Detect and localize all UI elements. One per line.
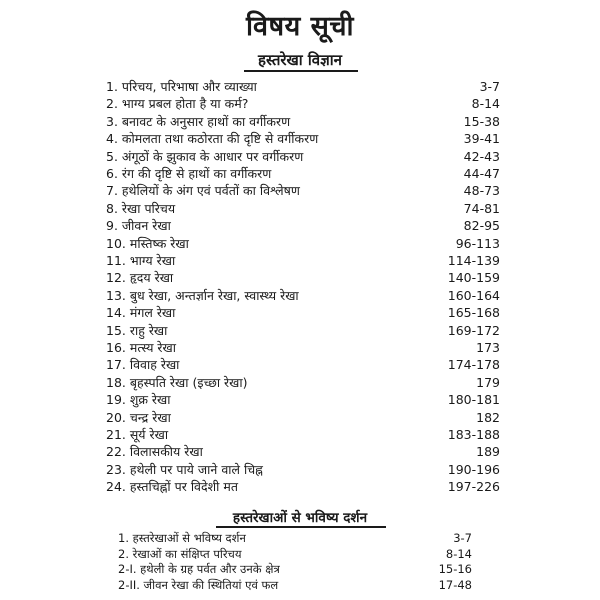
toc-entry — [0, 576, 600, 594]
toc-entry-title: 18. बृहस्पति रेखा (इच्छा रेखा) — [106, 374, 248, 390]
toc-entry-title: 17. विवाह रेखा — [106, 357, 180, 373]
toc-entry-title: 21. सूर्य रेखा — [106, 427, 169, 442]
toc-entry-pages: 173 — [476, 340, 500, 355]
toc-entry-title: 1. परिचय, परिभाषा और व्याख्या — [106, 79, 257, 94]
toc-entry-pages: 74-81 — [463, 200, 500, 216]
toc-entry — [0, 478, 600, 496]
toc-entry-title: 16. मत्स्य रेखा — [106, 340, 176, 355]
toc-entry — [0, 391, 600, 409]
toc-entry-title: 2-II. जीवन रेखा की स्थितियां एवं फल — [118, 577, 279, 592]
toc-entry-pages: 169-172 — [447, 322, 500, 338]
toc-entry-title: 9. जीवन रेखा — [106, 218, 171, 234]
toc-entry — [0, 95, 600, 113]
toc-entry-pages: 114-139 — [447, 253, 500, 268]
toc-entry-title: 8. रेखा परिचय — [106, 200, 176, 216]
toc-entry — [0, 356, 600, 374]
toc-entry — [0, 322, 600, 340]
toc-entry — [0, 339, 600, 357]
toc-entry-title: 11. भाग्य रेखा — [106, 253, 176, 268]
toc-entry — [0, 217, 600, 235]
toc-entry-pages: 189 — [476, 444, 500, 460]
toc-entry-title: 22. विलासकीय रेखा — [106, 444, 203, 460]
toc-entry-title: 23. हथेली पर पाये जाने वाले चिह्न — [106, 461, 263, 477]
section-heading-palmistry: हस्तरेखा विज्ञान — [258, 51, 342, 69]
toc-entry-pages: 17-48 — [438, 577, 472, 592]
toc-entry-pages: 39-41 — [463, 131, 500, 147]
toc-entry-title: 2. रेखाओं का संक्षिप्त परिचय — [118, 546, 242, 561]
toc-entry-title: 6. रंग की दृष्टि से हाथों का वर्गीकरण — [106, 166, 272, 181]
toc-entry-pages: 44-47 — [463, 166, 500, 181]
toc-entry — [0, 443, 600, 461]
toc-entry-title: 15. राहु रेखा — [106, 322, 168, 338]
toc-entry — [0, 426, 600, 444]
toc-entry-pages: 96-113 — [455, 235, 500, 251]
toc-entry-title: 5. अंगूठों के झुकाव के आधार पर वर्गीकरण — [106, 148, 304, 164]
toc-entry — [0, 269, 600, 287]
toc-entry-title: 1. हस्तरेखाओं से भविष्य दर्शन — [118, 531, 246, 545]
toc-entry — [0, 182, 600, 200]
toc-entry-title: 10. मस्तिष्क रेखा — [106, 235, 189, 251]
toc-entry — [0, 409, 600, 427]
toc-entry-pages: 48-73 — [463, 183, 500, 199]
toc-entry-title: 13. बुध रेखा, अन्तर्ज्ञान रेखा, स्वास्थ्य रेखा — [106, 287, 299, 303]
toc-entry — [0, 165, 600, 183]
toc-entry-pages: 182 — [476, 409, 500, 425]
toc-entry-pages: 82-95 — [463, 218, 500, 234]
toc-entry-pages: 190-196 — [447, 461, 500, 477]
section-heading-future: हस्तरेखाओं से भविष्य दर्शन — [232, 510, 368, 526]
toc-entry-title: 19. शुक्र रेखा — [106, 392, 171, 408]
toc-entry-title: 12. हृदय रेखा — [106, 270, 174, 286]
toc-entry-pages: 3-7 — [479, 79, 500, 94]
heading-underline — [216, 526, 386, 528]
toc-entry — [0, 130, 600, 148]
toc-entry — [0, 252, 600, 270]
toc-entry — [0, 200, 600, 218]
toc-entry-pages: 42-43 — [463, 148, 500, 164]
toc-entry — [0, 78, 600, 96]
toc-entry — [0, 235, 600, 253]
toc-entry-pages: 180-181 — [447, 392, 500, 408]
toc-entry — [0, 287, 600, 305]
toc-entry-pages: 174-178 — [447, 357, 500, 373]
toc-entry-pages: 8-14 — [471, 96, 500, 112]
toc-entry — [0, 374, 600, 392]
toc-entry-title: 2-I. हथेली के ग्रह पर्वत और उनके क्षेत्र — [118, 562, 280, 576]
toc-entry-title: 24. हस्तचिह्नों पर विदेशी मत — [106, 479, 238, 495]
toc-entry-pages: 3-7 — [453, 531, 472, 545]
toc-entry-pages: 8-14 — [445, 546, 472, 561]
toc-entry-pages: 179 — [476, 374, 500, 390]
toc-entry-title: 14. मंगल रेखा — [106, 305, 176, 321]
toc-entry-pages: 165-168 — [447, 305, 500, 321]
toc-entry-pages: 15-38 — [463, 113, 500, 129]
toc-entry — [0, 304, 600, 322]
toc-entry-title: 20. चन्द्र रेखा — [106, 409, 171, 425]
page-title: विषय सूची — [245, 11, 355, 42]
heading-underline — [244, 70, 358, 72]
toc-entry — [0, 148, 600, 166]
toc-entry-pages: 160-164 — [447, 287, 500, 303]
toc-entry-pages: 15-16 — [438, 562, 472, 576]
toc-entry-title: 3. बनावट के अनुसार हाथों का वर्गीकरण — [106, 113, 291, 129]
toc-entry-pages: 140-159 — [447, 270, 500, 286]
toc-entry-title: 7. हथेलियों के अंग एवं पर्वतों का विश्लेषण — [106, 183, 300, 199]
toc-entry-pages: 183-188 — [447, 427, 500, 442]
toc-entry — [0, 461, 600, 479]
toc-entry-pages: 197-226 — [447, 479, 500, 495]
toc-entry-title: 2. भाग्य प्रबल होता है या कर्म? — [106, 96, 249, 112]
toc-entry — [0, 113, 600, 131]
toc-entry-title: 4. कोमलता तथा कठोरता की दृष्टि से वर्गीकरण — [106, 131, 319, 147]
